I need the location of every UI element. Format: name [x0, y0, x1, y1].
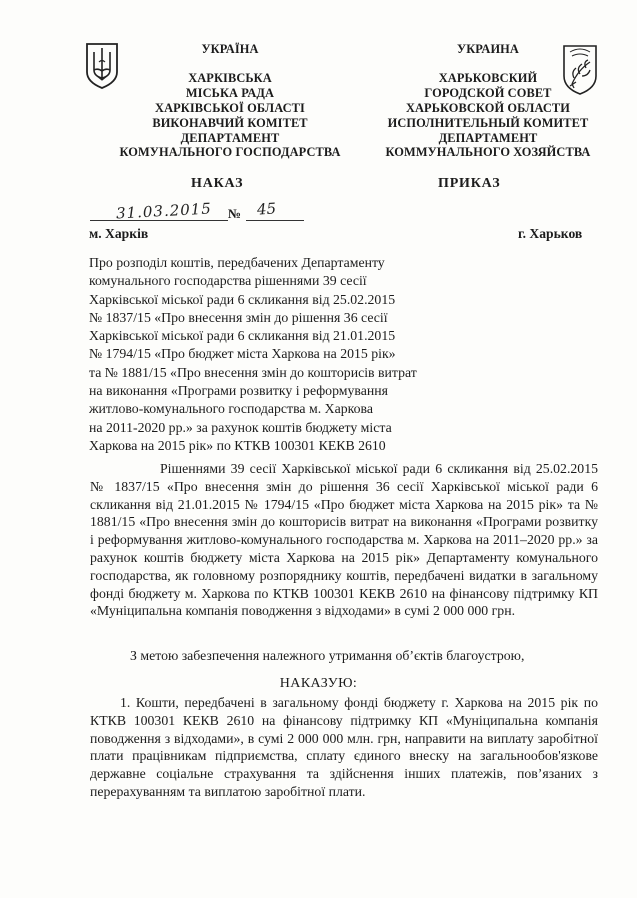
city-ukrainian: м. Харків	[89, 226, 149, 241]
title-line: на виконання «Програми розвитку і реформування	[89, 383, 388, 399]
title-line: на 2011-2020 рр.» за рахунок коштів бюджету міста	[89, 419, 392, 435]
org-line: МІСЬКА РАДА	[185, 85, 275, 100]
number-sign: №	[228, 206, 242, 221]
city-russian: г. Харьков	[518, 226, 583, 241]
country-name-ukrainian: УКРАЇНА	[201, 42, 259, 56]
org-line: ВИКОНАВЧИЙ КОМІТЕТ	[152, 115, 308, 130]
org-line: ХАРКІВСЬКА	[188, 70, 272, 85]
title-line: № 1794/15 «Про бюджет міста Харкова на 2015 рік»	[89, 346, 396, 362]
org-line: ГОРОДСКОЙ СОВЕТ	[424, 85, 552, 100]
title-line: Харкова на 2015 рік» по КТКВ 100301 КЕКВ 2610	[89, 437, 386, 453]
order-title	[89, 254, 417, 455]
doc-type-ukrainian: НАКАЗ	[191, 176, 244, 191]
org-line: ДЕПАРТАМЕНТ	[180, 130, 280, 145]
doc-type-russian: ПРИКАЗ	[438, 176, 501, 191]
date-underline	[90, 220, 228, 221]
order-number: 45	[256, 199, 277, 219]
org-line: ИСПОЛНИТЕЛЬНЫЙ КОМИТЕТ	[387, 115, 589, 130]
title-line: № 1837/15 «Про внесення змін до рішення 36 сесії	[89, 309, 388, 325]
title-line: Харківської міської ради 6 скликання від 21.01.2015	[89, 328, 396, 344]
org-line: ДЕПАРТАМЕНТ	[438, 130, 538, 145]
org-line: ХАРКІВСЬКОЇ ОБЛАСТІ	[155, 100, 305, 115]
org-line: ХАРЬКОВСКОЙ ОБЛАСТИ	[405, 100, 571, 115]
header-russian	[368, 42, 608, 160]
title-line: житлово-комунального господарства м. Харкова	[89, 401, 373, 417]
preamble-paragraph: Рішеннями 39 сесії Харківської міської ради 6 скликання від 25.02.2015 № 1837/15 «Про внесення змін до рішення 36 сесії Харківської міської ради 6 скликання від 21.01.2015 № 1794/15 «Про бюджет міста Харкова на 2015 рік» та № 1881/15 «Про внесення змін до кошторисів витрат на виконання «Програми розвитку і реформування житлово-комунального господарства м. Харкова на 2011–2020 рр.» за рахунок коштів бюджету міста Харкова на 2015 рік» Департаменту комунального господарства, як головному розпоряднику коштів, передбачені видатки в загальному фонді бюджету м. Харкова по КТКВ 100301 КЕКВ 2610 на фінансову підтримку КП «Муніципальна компанія поводження з відходами» в сумі 2 000 000 грн.	[90, 461, 598, 619]
org-line: ХАРЬКОВСКИЙ	[438, 70, 538, 85]
title-line: Харківської міської ради 6 скликання від 25.02.2015	[89, 291, 396, 307]
order-date: 31.03.2015	[115, 199, 213, 223]
orders-heading: НАКАЗУЮ:	[279, 676, 358, 691]
org-line: КОМУНАЛЬНОГО ГОСПОДАРСТВА	[119, 145, 341, 160]
title-line: комунального господарства рішеннями 39 сесії	[89, 273, 367, 289]
title-line: та № 1881/15 «Про внесення змін до кошторисів витрат	[89, 364, 417, 380]
order-item-1: 1. Кошти, передбачені в загальному фонді бюджету г. Харкова на 2015 рік по КТКВ 100301 КЕКВ 2610 на фінансову підтримку КП «Муніципальна компанія поводження з відходами», в сумі 2 000 000 млн. грн, направити на виплату заробітної плати працівникам підприємства, сплату єдиного внеску на загальнообов'язкове державне соціальне страхування та здійснення інших платежів, пов’язаних з перерахуванням та виплатою заробітної плати.	[90, 695, 598, 799]
purpose-paragraph: З метою забезпечення належного утримання об’єктів благоустрою,	[130, 648, 525, 663]
number-underline	[246, 220, 304, 221]
header-ukrainian	[105, 42, 355, 160]
org-line: КОММУНАЛЬНОГО ХОЗЯЙСТВА	[385, 145, 591, 160]
country-name-russian: УКРАИНА	[457, 42, 519, 56]
title-line: Про розподіл коштів, передбачених Департаменту	[89, 255, 385, 270]
